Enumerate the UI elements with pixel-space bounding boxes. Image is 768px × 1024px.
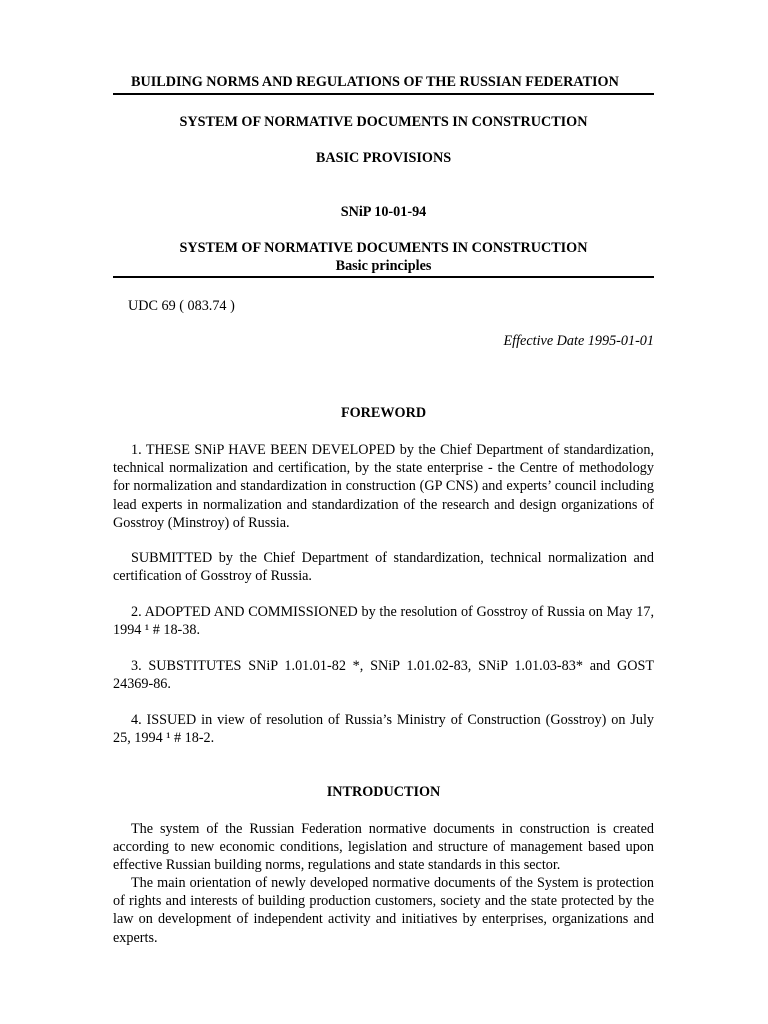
foreword-paragraph-3: 2. ADOPTED AND COMMISSIONED by the resolution of Gosstroy of Russia on May 17, 1994 ¹ # 18-38.: [113, 604, 654, 639]
udc-code: UDC 69 ( 083.74 ): [128, 298, 235, 314]
org-title: BUILDING NORMS AND REGULATIONS OF THE RUSSIAN FEDERATION: [131, 74, 619, 90]
introduction-paragraph-2: The main orientation of newly developed normative documents of the System is protection of rights and interests of building production customers, society and the state protected by the law on development of independent activity and initiatives by enterprises, organizations and experts.: [113, 875, 654, 946]
header-rule-bottom: [113, 276, 654, 278]
header-rule-top: [113, 93, 654, 95]
system-title: SYSTEM OF NORMATIVE DOCUMENTS IN CONSTRUCTION: [179, 114, 588, 130]
foreword-paragraph-1: 1. THESE SNiP HAVE BEEN DEVELOPED by the Chief Department of standardization, technical normalization and certification, by the state enterprise - the Centre of methodology for normalization and standardization in construction (GP CNS) and experts’ council including lead experts in normalization and standardization of the research and design organizations of Gosstroy (Minstroy) of Russia.: [113, 442, 654, 531]
doc-subtitle: Basic principles: [335, 258, 432, 274]
provisions-title: BASIC PROVISIONS: [315, 150, 452, 166]
foreword-heading: FOREWORD: [340, 405, 427, 421]
doc-code: SNiP 10-01-94: [340, 204, 427, 220]
foreword-paragraph-2: SUBMITTED by the Chief Department of standardization, technical normalization and certification of Gosstroy of Russia.: [113, 550, 654, 585]
introduction-paragraph-1: The system of the Russian Federation normative documents in construction is created according to new economic conditions, legislation and structure of management based upon effective Russian building norms, regulations and state standards in this sector.: [113, 821, 654, 874]
foreword-paragraph-4: 3. SUBSTITUTES SNiP 1.01.01-82 *, SNiP 1.01.02-83, SNiP 1.01.03-83* and GOST 24369-86.: [113, 658, 654, 693]
introduction-heading: INTRODUCTION: [326, 784, 441, 800]
effective-date: Effective Date 1995-01-01: [503, 333, 654, 349]
foreword-paragraph-5: 4. ISSUED in view of resolution of Russia’s Ministry of Construction (Gosstroy) on July 25, 1994 ¹ # 18-2.: [113, 712, 654, 747]
doc-title: SYSTEM OF NORMATIVE DOCUMENTS IN CONSTRUCTION: [179, 240, 588, 256]
